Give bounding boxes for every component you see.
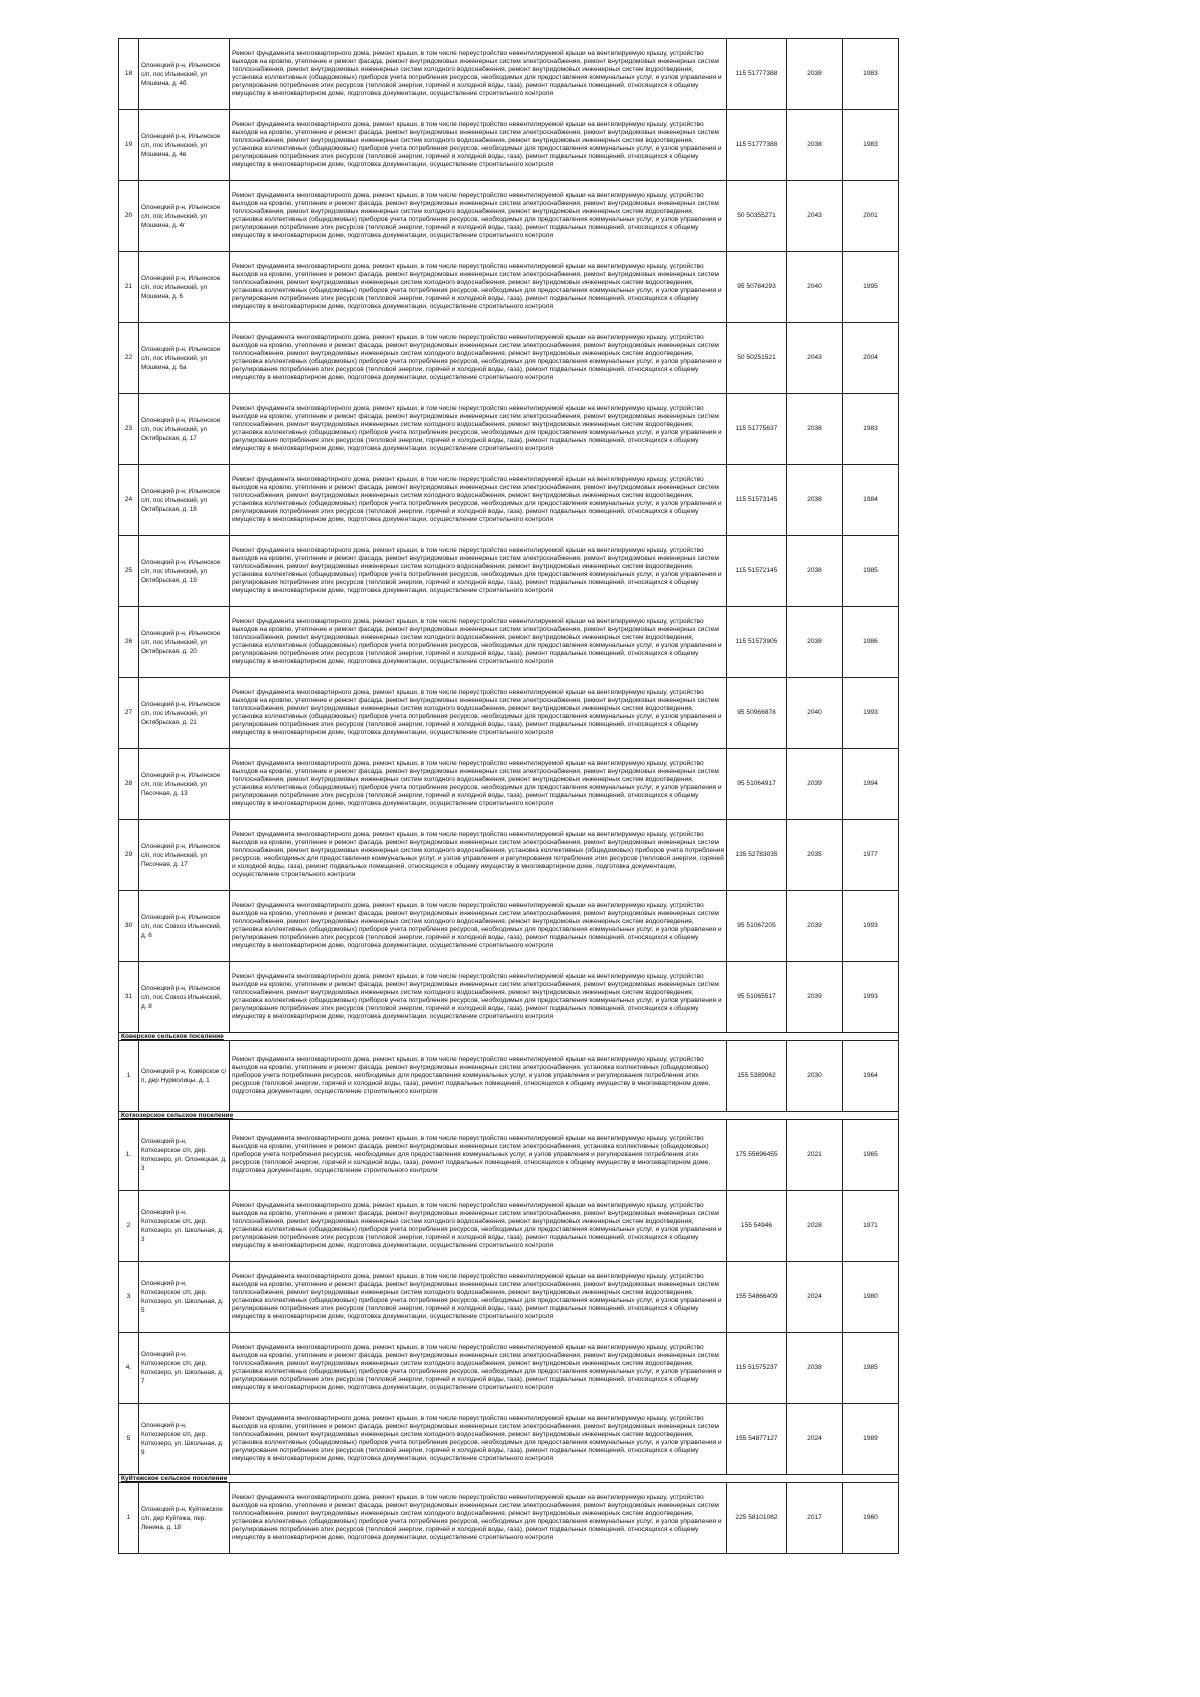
planned-year-cell: 2035 — [787, 820, 843, 891]
works-cell: Ремонт фундамента многоквартирного дома, ремонт крыши, в том числе переустройство невентилируемой крыши на вентилируемую крышу, устройство выходов на кровлю, утепление и ремонт фасада, ремонт внутридомовых инженерных систем электроснабжения, ремонт внутридомовых инженерных систем теплоснабжения, ремонт внутридомовых инженерных систем холодного водоснабжения, ремонт внутридомовых инженерных систем водоотведения, установка коллективных (общедомовых) приборов учета потребления ресурсов, необходимых для предоставления коммунальных услуг, и узлов управления и регулирования потребления этих ресурсов (тепловой энергии, горячей и холодной воды, газа), ремонт подвальных помещений, относящихся к общему имуществу в многоквартирном доме, подготовка документации, осуществление строительного контроля — [230, 39, 727, 110]
address-cell: Олонецкий р-н, Коверское с/п, дер Нурмолицы, д. 1 — [139, 1041, 230, 1112]
row-number: 18 — [119, 39, 139, 110]
planned-year-cell: 2039 — [787, 962, 843, 1033]
row-number: 4. — [119, 1333, 139, 1404]
table-row — [119, 39, 899, 110]
planned-year-cell: 2038 — [787, 607, 843, 678]
capital-repair-table — [118, 38, 899, 1554]
address-cell: Олонецкий р-н, Куйтежское с/п, дер Куйтежа, пер. Ленина, д. 18 — [139, 1483, 230, 1554]
built-year-cell: 1980 — [843, 1262, 899, 1333]
planned-year-cell: 2043 — [787, 181, 843, 252]
address-cell: Олонецкий р-н, Коткозерское с/п, дер. Коткозеро, ул. Школьная, д. 5 — [139, 1262, 230, 1333]
row-number: 31 — [119, 962, 139, 1033]
row-number: 3 — [119, 1262, 139, 1333]
row-number: 1 — [119, 1041, 139, 1112]
works-cell: Ремонт фундамента многоквартирного дома, ремонт крыши, в том числе переустройство невентилируемой крыши на вентилируемую крышу, устройство выходов на кровлю, утепление и ремонт фасада, ремонт внутридомовых инженерных систем электроснабжения, ремонт внутридомовых инженерных систем теплоснабжения, ремонт внутридомовых инженерных систем холодного водоснабжения, ремонт внутридомовых инженерных систем водоотведения, установка коллективных (общедомовых) приборов учета потребления ресурсов, необходимых для предоставления коммунальных услуг, и узлов управления и регулирования потребления этих ресурсов (тепловой энергии, горячей и холодной воды, газа), ремонт подвальных помещений, относящихся к общему имуществу в многоквартирном доме, подготовка документации, осуществление строительного контроля — [230, 678, 727, 749]
table-row — [119, 181, 899, 252]
built-year-cell: 1993 — [843, 891, 899, 962]
address-cell: Олонецкий р-н, Ильинское с/п, пос Ильинский, ул Мошкина, д. 4г — [139, 181, 230, 252]
planned-year-cell: 2028 — [787, 1191, 843, 1262]
planned-year-cell: 2017 — [787, 1483, 843, 1554]
table-row — [119, 891, 899, 962]
works-cell: Ремонт фундамента многоквартирного дома, ремонт крыши, в том числе переустройство невентилируемой крыши на вентилируемую крышу, устройство выходов на кровлю, утепление и ремонт фасада, ремонт внутридомовых инженерных систем электроснабжения, ремонт внутридомовых инженерных систем теплоснабжения, ремонт внутридомовых инженерных систем холодного водоснабжения, ремонт внутридомовых инженерных систем водоотведения, установка коллективных (общедомовых) приборов учета потребления ресурсов, необходимых для предоставления коммунальных услуг, и узлов управления и регулирования потребления этих ресурсов (тепловой энергии, горячей и холодной воды, газа), ремонт подвальных помещений, относящихся к общему имуществу в многоквартирном доме, подготовка документации, осуществление строительного контроля — [230, 465, 727, 536]
works-cell: Ремонт фундамента многоквартирного дома, ремонт крыши, в том числе переустройство невентилируемой крыши на вентилируемую крышу, устройство выходов на кровлю, утепление и ремонт фасада, ремонт внутридомовых инженерных систем электроснабжения, ремонт внутридомовых инженерных систем теплоснабжения, ремонт внутридомовых инженерных систем холодного водоснабжения, ремонт внутридомовых инженерных систем водоотведения, установка коллективных (общедомовых) приборов учета потребления ресурсов, необходимых для предоставления коммунальных услуг, и узлов управления и регулирования потребления этих ресурсов (тепловой энергии, горячей и холодной воды, газа), ремонт подвальных помещений, относящихся к общему имуществу в многоквартирном доме, подготовка документации, осуществление строительного контроля — [230, 252, 727, 323]
planned-year-cell: 2038 — [787, 39, 843, 110]
row-number: 30 — [119, 891, 139, 962]
address-cell: Олонецкий р-н, Ильинское с/п, пос Совхоз Ильинский, д. 6 — [139, 891, 230, 962]
address-cell: Олонецкий р-н, Коткозерское с/п, дер. Коткозеро, ул. Школьная, д. 9 — [139, 1404, 230, 1475]
row-number: 24 — [119, 465, 139, 536]
built-year-cell: 1995 — [843, 252, 899, 323]
planned-year-cell: 2030 — [787, 1041, 843, 1112]
works-cell: Ремонт фундамента многоквартирного дома, ремонт крыши, в том числе переустройство невентилируемой крыши на вентилируемую крышу, устройство выходов на кровлю, утепление и ремонт фасада, ремонт внутридомовых инженерных систем электроснабжения, ремонт внутридомовых инженерных систем теплоснабжения, ремонт внутридомовых инженерных систем холодного водоснабжения, ремонт внутридомовых инженерных систем водоотведения, установка коллективных (общедомовых) приборов учета потребления ресурсов, необходимых для предоставления коммунальных услуг, и узлов управления и регулирования потребления этих ресурсов (тепловой энергии, горячей и холодной воды, газа), ремонт подвальных помещений, относящихся к общему имуществу в многоквартирном доме, подготовка документации, осуществление строительного контроля — [230, 891, 727, 962]
works-cell: Ремонт фундамента многоквартирного дома, ремонт крыши, в том числе переустройство невентилируемой крыши на вентилируемую крышу, устройство выходов на кровлю, утепление и ремонт фасада, ремонт внутридомовых инженерных систем электроснабжения, ремонт внутридомовых инженерных систем теплоснабжения, ремонт внутридомовых инженерных систем холодного водоснабжения, ремонт внутридомовых инженерных систем водоотведения, установка коллективных (общедомовых) приборов учета потребления ресурсов, необходимых для предоставления коммунальных услуг, и узлов управления и регулирования потребления этих ресурсов (тепловой энергии, горячей и холодной воды, газа), ремонт подвальных помещений, относящихся к общему имуществу в многоквартирном доме, подготовка документации, осуществление строительного контроля — [230, 110, 727, 181]
section-header-row — [119, 1475, 899, 1483]
works-cell: Ремонт фундамента многоквартирного дома, ремонт крыши, в том числе переустройство невентилируемой крыши на вентилируемую крышу, устройство выходов на кровлю, утепление и ремонт фасада, ремонт внутридомовых инженерных систем электроснабжения, ремонт внутридомовых инженерных систем теплоснабжения, ремонт внутридомовых инженерных систем холодного водоснабжения, ремонт внутридомовых инженерных систем водоотведения, установка коллективных (общедомовых) приборов учета потребления ресурсов, необходимых для предоставления коммунальных услуг, и узлов управления и регулирования потребления этих ресурсов (тепловой энергии, горячей и холодной воды, газа), ремонт подвальных помещений, относящихся к общему имуществу в многоквартирном доме, подготовка документации, осуществление строительного контроля — [230, 181, 727, 252]
cost-cell: 135 52783035 — [727, 820, 787, 891]
built-year-cell: 1993 — [843, 678, 899, 749]
document-page — [118, 38, 898, 1554]
works-cell: Ремонт фундамента многоквартирного дома, ремонт крыши, в том числе переустройство невентилируемой крыши на вентилируемую крышу, устройство выходов на кровлю, утепление и ремонт фасада, ремонт внутридомовых инженерных систем электроснабжения, установка коллективных (общедомовых) приборов учета потребления ресурсов, необходимых для предоставления коммунальных услуг, и узлов управления и регулирования потребления этих ресурсов (тепловой энергии, горячей и холодной воды, газа), ремонт подвальных помещений, относящихся к общему имуществу в многоквартирном доме, подготовка документации, осуществление строительного контроля — [230, 1041, 727, 1112]
planned-year-cell: 2038 — [787, 394, 843, 465]
address-cell: Олонецкий р-н, Ильинское с/п, пос Ильинский, ул Мошкина, д. 4б — [139, 39, 230, 110]
cost-cell: 155 54946 — [727, 1191, 787, 1262]
works-cell: Ремонт фундамента многоквартирного дома, ремонт крыши, в том числе переустройство невентилируемой крыши на вентилируемую крышу, устройство выходов на кровлю, утепление и ремонт фасада, ремонт внутридомовых инженерных систем электроснабжения, ремонт внутридомовых инженерных систем теплоснабжения, ремонт внутридомовых инженерных систем холодного водоснабжения, ремонт внутридомовых инженерных систем водоотведения, установка коллективных (общедомовых) приборов учета потребления ресурсов, необходимых для предоставления коммунальных услуг, и узлов управления и регулирования потребления этих ресурсов (тепловой энергии, горячей и холодной воды, газа), ремонт подвальных помещений, относящихся к общему имуществу в многоквартирном доме, подготовка документации, осуществление строительного контроля — [230, 1483, 727, 1554]
address-cell: Олонецкий р-н, Коткозерское с/п, дер. Коткозеро, ул. Олонецкая, д. 3 — [139, 1120, 230, 1191]
planned-year-cell: 2040 — [787, 252, 843, 323]
works-cell: Ремонт фундамента многоквартирного дома, ремонт крыши, в том числе переустройство невентилируемой крыши на вентилируемую крышу, устройство выходов на кровлю, утепление и ремонт фасада, ремонт внутридомовых инженерных систем электроснабжения, ремонт внутридомовых инженерных систем теплоснабжения, ремонт внутридомовых инженерных систем холодного водоснабжения, ремонт внутридомовых инженерных систем водоотведения, установка коллективных (общедомовых) приборов учета потребления ресурсов, необходимых для предоставления коммунальных услуг, и узлов управления и регулирования потребления этих ресурсов (тепловой энергии, горячей и холодной воды, газа), ремонт подвальных помещений, относящихся к общему имуществу в многоквартирном доме, подготовка документации, осуществление строительного контроля — [230, 1333, 727, 1404]
table-row — [119, 536, 899, 607]
built-year-cell: 1989 — [843, 1404, 899, 1475]
table-row — [119, 394, 899, 465]
row-number: 21 — [119, 252, 139, 323]
row-number: 1. — [119, 1120, 139, 1191]
row-number: 1 — [119, 1483, 139, 1554]
planned-year-cell: 2038 — [787, 536, 843, 607]
planned-year-cell: 2024 — [787, 1404, 843, 1475]
works-cell: Ремонт фундамента многоквартирного дома, ремонт крыши, в том числе переустройство невентилируемой крыши на вентилируемую крышу, устройство выходов на кровлю, утепление и ремонт фасада, ремонт внутридомовых инженерных систем электроснабжения, ремонт внутридомовых инженерных систем теплоснабжения, ремонт внутридомовых инженерных систем холодного водоснабжения, ремонт внутридомовых инженерных систем водоотведения, установка коллективных (общедомовых) приборов учета потребления ресурсов, необходимых для предоставления коммунальных услуг, и узлов управления и регулирования потребления этих ресурсов (тепловой энергии, горячей и холодной воды, газа), ремонт подвальных помещений, относящихся к общему имуществу в многоквартирном доме, подготовка документации, осуществление строительного контроля — [230, 607, 727, 678]
built-year-cell: 1985 — [843, 1333, 899, 1404]
cost-cell: 175 55696455 — [727, 1120, 787, 1191]
planned-year-cell: 2040 — [787, 678, 843, 749]
row-number: 19 — [119, 110, 139, 181]
address-cell: Олонецкий р-н, Ильинское с/п, пос Ильинский, ул Октябрьская, д. 18 — [139, 465, 230, 536]
table-row — [119, 1120, 899, 1191]
works-cell: Ремонт фундамента многоквартирного дома, ремонт крыши, в том числе переустройство невентилируемой крыши на вентилируемую крышу, устройство выходов на кровлю, утепление и ремонт фасада, ремонт внутридомовых инженерных систем электроснабжения, ремонт внутридомовых инженерных систем теплоснабжения, ремонт внутридомовых инженерных систем холодного водоснабжения, ремонт внутридомовых инженерных систем водоотведения, установка коллективных (общедомовых) приборов учета потребления ресурсов, необходимых для предоставления коммунальных услуг, и узлов управления и регулирования потребления этих ресурсов (тепловой энергии, горячей и холодной воды, газа), ремонт подвальных помещений, относящихся к общему имуществу в многоквартирном доме, подготовка документации, осуществление строительного контроля — [230, 536, 727, 607]
table-row — [119, 607, 899, 678]
cost-cell: 155 54866409 — [727, 1262, 787, 1333]
cost-cell: 155 54877127 — [727, 1404, 787, 1475]
section-header-row — [119, 1033, 899, 1041]
built-year-cell: 1994 — [843, 749, 899, 820]
table-row — [119, 1483, 899, 1554]
cost-cell: 115 51777388 — [727, 110, 787, 181]
works-cell: Ремонт фундамента многоквартирного дома, ремонт крыши, в том числе переустройство невентилируемой крыши на вентилируемую крышу, устройство выходов на кровлю, утепление и ремонт фасада, ремонт внутридомовых инженерных систем электроснабжения, ремонт внутридомовых инженерных систем теплоснабжения, ремонт внутридомовых инженерных систем холодного водоснабжения, ремонт внутридомовых инженерных систем водоотведения, установка коллективных (общедомовых) приборов учета потребления ресурсов, необходимых для предоставления коммунальных услуг, и узлов управления и регулирования потребления этих ресурсов (тепловой энергии, горячей и холодной воды, газа), ремонт подвальных помещений, относящихся к общему имуществу в многоквартирном доме, подготовка документации, осуществление строительного контроля — [230, 1262, 727, 1333]
table-row — [119, 465, 899, 536]
row-number: 28 — [119, 749, 139, 820]
planned-year-cell: 2038 — [787, 1333, 843, 1404]
built-year-cell: 1983 — [843, 39, 899, 110]
built-year-cell: 1983 — [843, 394, 899, 465]
row-number: 23 — [119, 394, 139, 465]
planned-year-cell: 2021 — [787, 1120, 843, 1191]
address-cell: Олонецкий р-н, Ильинское с/п, пос Ильинский, ул Песочная, д. 17 — [139, 820, 230, 891]
row-number: 20 — [119, 181, 139, 252]
built-year-cell: 1964 — [843, 1041, 899, 1112]
cost-cell: 155 5389062 — [727, 1041, 787, 1112]
built-year-cell: 1986 — [843, 607, 899, 678]
address-cell: Олонецкий р-н, Ильинское с/п, пос Ильинский, ул Октябрьская, д. 17 — [139, 394, 230, 465]
row-number: 5 — [119, 1404, 139, 1475]
section-header-row — [119, 1112, 899, 1120]
table-row — [119, 678, 899, 749]
section-title: Коверское сельское поселение — [119, 1033, 899, 1041]
built-year-cell: 1983 — [843, 110, 899, 181]
planned-year-cell: 2038 — [787, 110, 843, 181]
table-row — [119, 323, 899, 394]
cost-cell: 225 58101062 — [727, 1483, 787, 1554]
section-title: Куйтежское сельское поселение — [119, 1475, 899, 1483]
cost-cell: 115 51573905 — [727, 607, 787, 678]
address-cell: Олонецкий р-н, Коткозерское с/п, дер. Коткозеро, ул. Школьная, д. 7 — [139, 1333, 230, 1404]
works-cell: Ремонт фундамента многоквартирного дома, ремонт крыши, в том числе переустройство невентилируемой крыши на вентилируемую крышу, устройство выходов на кровлю, утепление и ремонт фасада, ремонт внутридомовых инженерных систем электроснабжения, ремонт внутридомовых инженерных систем теплоснабжения, ремонт внутридомовых инженерных систем холодного водоснабжения, ремонт внутридомовых инженерных систем водоотведения, установка коллективных (общедомовых) приборов учета потребления ресурсов, необходимых для предоставления коммунальных услуг, и узлов управления и регулирования потребления этих ресурсов (тепловой энергии, горячей и холодной воды, газа), ремонт подвальных помещений, относящихся к общему имуществу в многоквартирном доме, подготовка документации, осуществление строительного контроля — [230, 394, 727, 465]
cost-cell: 50 50251521 — [727, 323, 787, 394]
cost-cell: 115 51777388 — [727, 39, 787, 110]
address-cell: Олонецкий р-н, Ильинское с/п, пос Ильинский, ул Мошкина, д. 6а — [139, 323, 230, 394]
works-cell: Ремонт фундамента многоквартирного дома, ремонт крыши, в том числе переустройство невентилируемой крыши на вентилируемую крышу, устройство выходов на кровлю, утепление и ремонт фасада, ремонт внутридомовых инженерных систем электроснабжения, ремонт внутридомовых инженерных систем теплоснабжения, ремонт внутридомовых инженерных систем холодного водоснабжения, ремонт внутридомовых инженерных систем водоотведения, установка коллективных (общедомовых) приборов учета потребления ресурсов, необходимых для предоставления коммунальных услуг, и узлов управления и регулирования потребления этих ресурсов (тепловой энергии, горячей и холодной воды, газа), ремонт подвальных помещений, относящихся к общему имуществу в многоквартирном доме, подготовка документации, осуществление строительного контроля — [230, 1404, 727, 1475]
cost-cell: 115 51775637 — [727, 394, 787, 465]
table-row — [119, 1404, 899, 1475]
cost-cell: 95 50966878 — [727, 678, 787, 749]
built-year-cell: 1984 — [843, 465, 899, 536]
planned-year-cell: 2024 — [787, 1262, 843, 1333]
cost-cell: 95 51065517 — [727, 962, 787, 1033]
address-cell: Олонецкий р-н, Ильинское с/п, пос Ильинский, ул Октябрьская, д. 21 — [139, 678, 230, 749]
works-cell: Ремонт фундамента многоквартирного дома, ремонт крыши, в том числе переустройство невентилируемой крыши на вентилируемую крышу, устройство выходов на кровлю, утепление и ремонт фасада, ремонт внутридомовых инженерных систем электроснабжения, ремонт внутридомовых инженерных систем теплоснабжения, ремонт внутридомовых инженерных систем холодного водоснабжения, ремонт внутридомовых инженерных систем водоотведения, установка коллективных (общедомовых) приборов учета потребления ресурсов, необходимых для предоставления коммунальных услуг, и узлов управления и регулирования потребления этих ресурсов (тепловой энергии, горячей и холодной воды, газа), ремонт подвальных помещений, относящихся к общему имуществу в многоквартирном доме, подготовка документации, осуществление строительного контроля — [230, 749, 727, 820]
table-row — [119, 110, 899, 181]
cost-cell: 95 51067205 — [727, 891, 787, 962]
built-year-cell: 1965 — [843, 1120, 899, 1191]
address-cell: Олонецкий р-н, Ильинское с/п, пос Ильинский, ул Октябрьская, д. 20 — [139, 607, 230, 678]
works-cell: Ремонт фундамента многоквартирного дома, ремонт крыши, в том числе переустройство невентилируемой крыши на вентилируемую крышу, устройство выходов на кровлю, утепление и ремонт фасада, ремонт внутридомовых инженерных систем электроснабжения, ремонт внутридомовых инженерных систем теплоснабжения, ремонт внутридомовых инженерных систем холодного водоснабжения, ремонт внутридомовых инженерных систем водоотведения, установка коллективных (общедомовых) приборов учета потребления ресурсов, необходимых для предоставления коммунальных услуг, и узлов управления и регулирования потребления этих ресурсов (тепловой энергии, горячей и холодной воды, газа), ремонт подвальных помещений, относящихся к общему имуществу в многоквартирном доме, подготовка документации, осуществление строительного контроля — [230, 1191, 727, 1262]
row-number: 26 — [119, 607, 139, 678]
built-year-cell: 1977 — [843, 820, 899, 891]
table-row — [119, 749, 899, 820]
address-cell: Олонецкий р-н, Ильинское с/п, пос Ильинский, ул Мошкина, д. 4в — [139, 110, 230, 181]
cost-cell: 115 51575237 — [727, 1333, 787, 1404]
table-body — [119, 39, 899, 1554]
built-year-cell: 2004 — [843, 323, 899, 394]
planned-year-cell: 2043 — [787, 323, 843, 394]
table-row — [119, 820, 899, 891]
row-number: 29 — [119, 820, 139, 891]
works-cell: Ремонт фундамента многоквартирного дома, ремонт крыши, в том числе переустройство невентилируемой крыши на вентилируемую крышу, устройство выходов на кровлю, утепление и ремонт фасада, ремонт внутридомовых инженерных систем электроснабжения, установка коллективных (общедомовых) приборов учета потребления ресурсов, необходимых для предоставления коммунальных услуг, и узлов управления и регулирования потребления этих ресурсов (тепловой энергии, горячей и холодной воды, газа), ремонт подвальных помещений, относящихся к общему имуществу в многоквартирном доме, подготовка документации, осуществление строительного контроля — [230, 1120, 727, 1191]
table-row — [119, 1041, 899, 1112]
address-cell: Олонецкий р-н, Ильинское с/п, пос Ильинский, ул Песочная, д. 13 — [139, 749, 230, 820]
built-year-cell: 2001 — [843, 181, 899, 252]
address-cell: Олонецкий р-н, Ильинское с/п, пос Совхоз Ильинский, д. 8 — [139, 962, 230, 1033]
cost-cell: 95 51064917 — [727, 749, 787, 820]
works-cell: Ремонт фундамента многоквартирного дома, ремонт крыши, в том числе переустройство невентилируемой крыши на вентилируемую крышу, устройство выходов на кровлю, утепление и ремонт фасада, ремонт внутридомовых инженерных систем электроснабжения, ремонт внутридомовых инженерных систем теплоснабжения, ремонт внутридомовых инженерных систем холодного водоснабжения, ремонт внутридомовых инженерных систем водоотведения, установка коллективных (общедомовых) приборов учета потребления ресурсов, необходимых для предоставления коммунальных услуг, и узлов управления и регулирования потребления этих ресурсов (тепловой энергии, горячей и холодной воды, газа), ремонт подвальных помещений, относящихся к общему имуществу в многоквартирном доме, подготовка документации, осуществление строительного контроля — [230, 962, 727, 1033]
table-row — [119, 962, 899, 1033]
table-row — [119, 1191, 899, 1262]
table-row — [119, 1333, 899, 1404]
built-year-cell: 1985 — [843, 536, 899, 607]
address-cell: Олонецкий р-н, Коткозерское с/п, дер. Коткозеро, ул. Школьная, д. 3 — [139, 1191, 230, 1262]
built-year-cell: 1993 — [843, 962, 899, 1033]
works-cell: Ремонт фундамента многоквартирного дома, ремонт крыши, в том числе переустройство невентилируемой крыши на вентилируемую крышу, устройство выходов на кровлю, утепление и ремонт фасада, ремонт внутридомовых инженерных систем электроснабжения, ремонт внутридомовых инженерных систем теплоснабжения, ремонт внутридомовых инженерных систем холодного водоснабжения, установка коллективных (общедомовых) приборов учета потребления ресурсов, необходимых для предоставления коммунальных услуг, и узлов управления и регулирования потребления этих ресурсов (тепловой энергии, горячей и холодной воды, газа), ремонт подвальных помещений, относящихся к общему имуществу в многоквартирном доме, подготовка документации, осуществление строительного контроля — [230, 820, 727, 891]
row-number: 2 — [119, 1191, 139, 1262]
cost-cell: 115 51573145 — [727, 465, 787, 536]
built-year-cell: 1971 — [843, 1191, 899, 1262]
built-year-cell: 1960 — [843, 1483, 899, 1554]
works-cell: Ремонт фундамента многоквартирного дома, ремонт крыши, в том числе переустройство невентилируемой крыши на вентилируемую крышу, устройство выходов на кровлю, утепление и ремонт фасада, ремонт внутридомовых инженерных систем электроснабжения, ремонт внутридомовых инженерных систем теплоснабжения, ремонт внутридомовых инженерных систем холодного водоснабжения, ремонт внутридомовых инженерных систем водоотведения, установка коллективных (общедомовых) приборов учета потребления ресурсов, необходимых для предоставления коммунальных услуг, и узлов управления и регулирования потребления этих ресурсов (тепловой энергии, горячей и холодной воды, газа), ремонт подвальных помещений, относящихся к общему имуществу в многоквартирном доме, подготовка документации, осуществление строительного контроля — [230, 323, 727, 394]
table-row — [119, 252, 899, 323]
cost-cell: 115 51572145 — [727, 536, 787, 607]
address-cell: Олонецкий р-н, Ильинское с/п, пос Ильинский, ул Октябрьская, д. 19 — [139, 536, 230, 607]
planned-year-cell: 2039 — [787, 891, 843, 962]
row-number: 25 — [119, 536, 139, 607]
section-title: Коткозерское сельское поселение — [119, 1112, 899, 1120]
planned-year-cell: 2039 — [787, 749, 843, 820]
cost-cell: 50 50355271 — [727, 181, 787, 252]
row-number: 22 — [119, 323, 139, 394]
row-number: 27 — [119, 678, 139, 749]
cost-cell: 95 50784293 — [727, 252, 787, 323]
table-row — [119, 1262, 899, 1333]
planned-year-cell: 2038 — [787, 465, 843, 536]
address-cell: Олонецкий р-н, Ильинское с/п, пос Ильинский, ул Мошкина, д. 6 — [139, 252, 230, 323]
